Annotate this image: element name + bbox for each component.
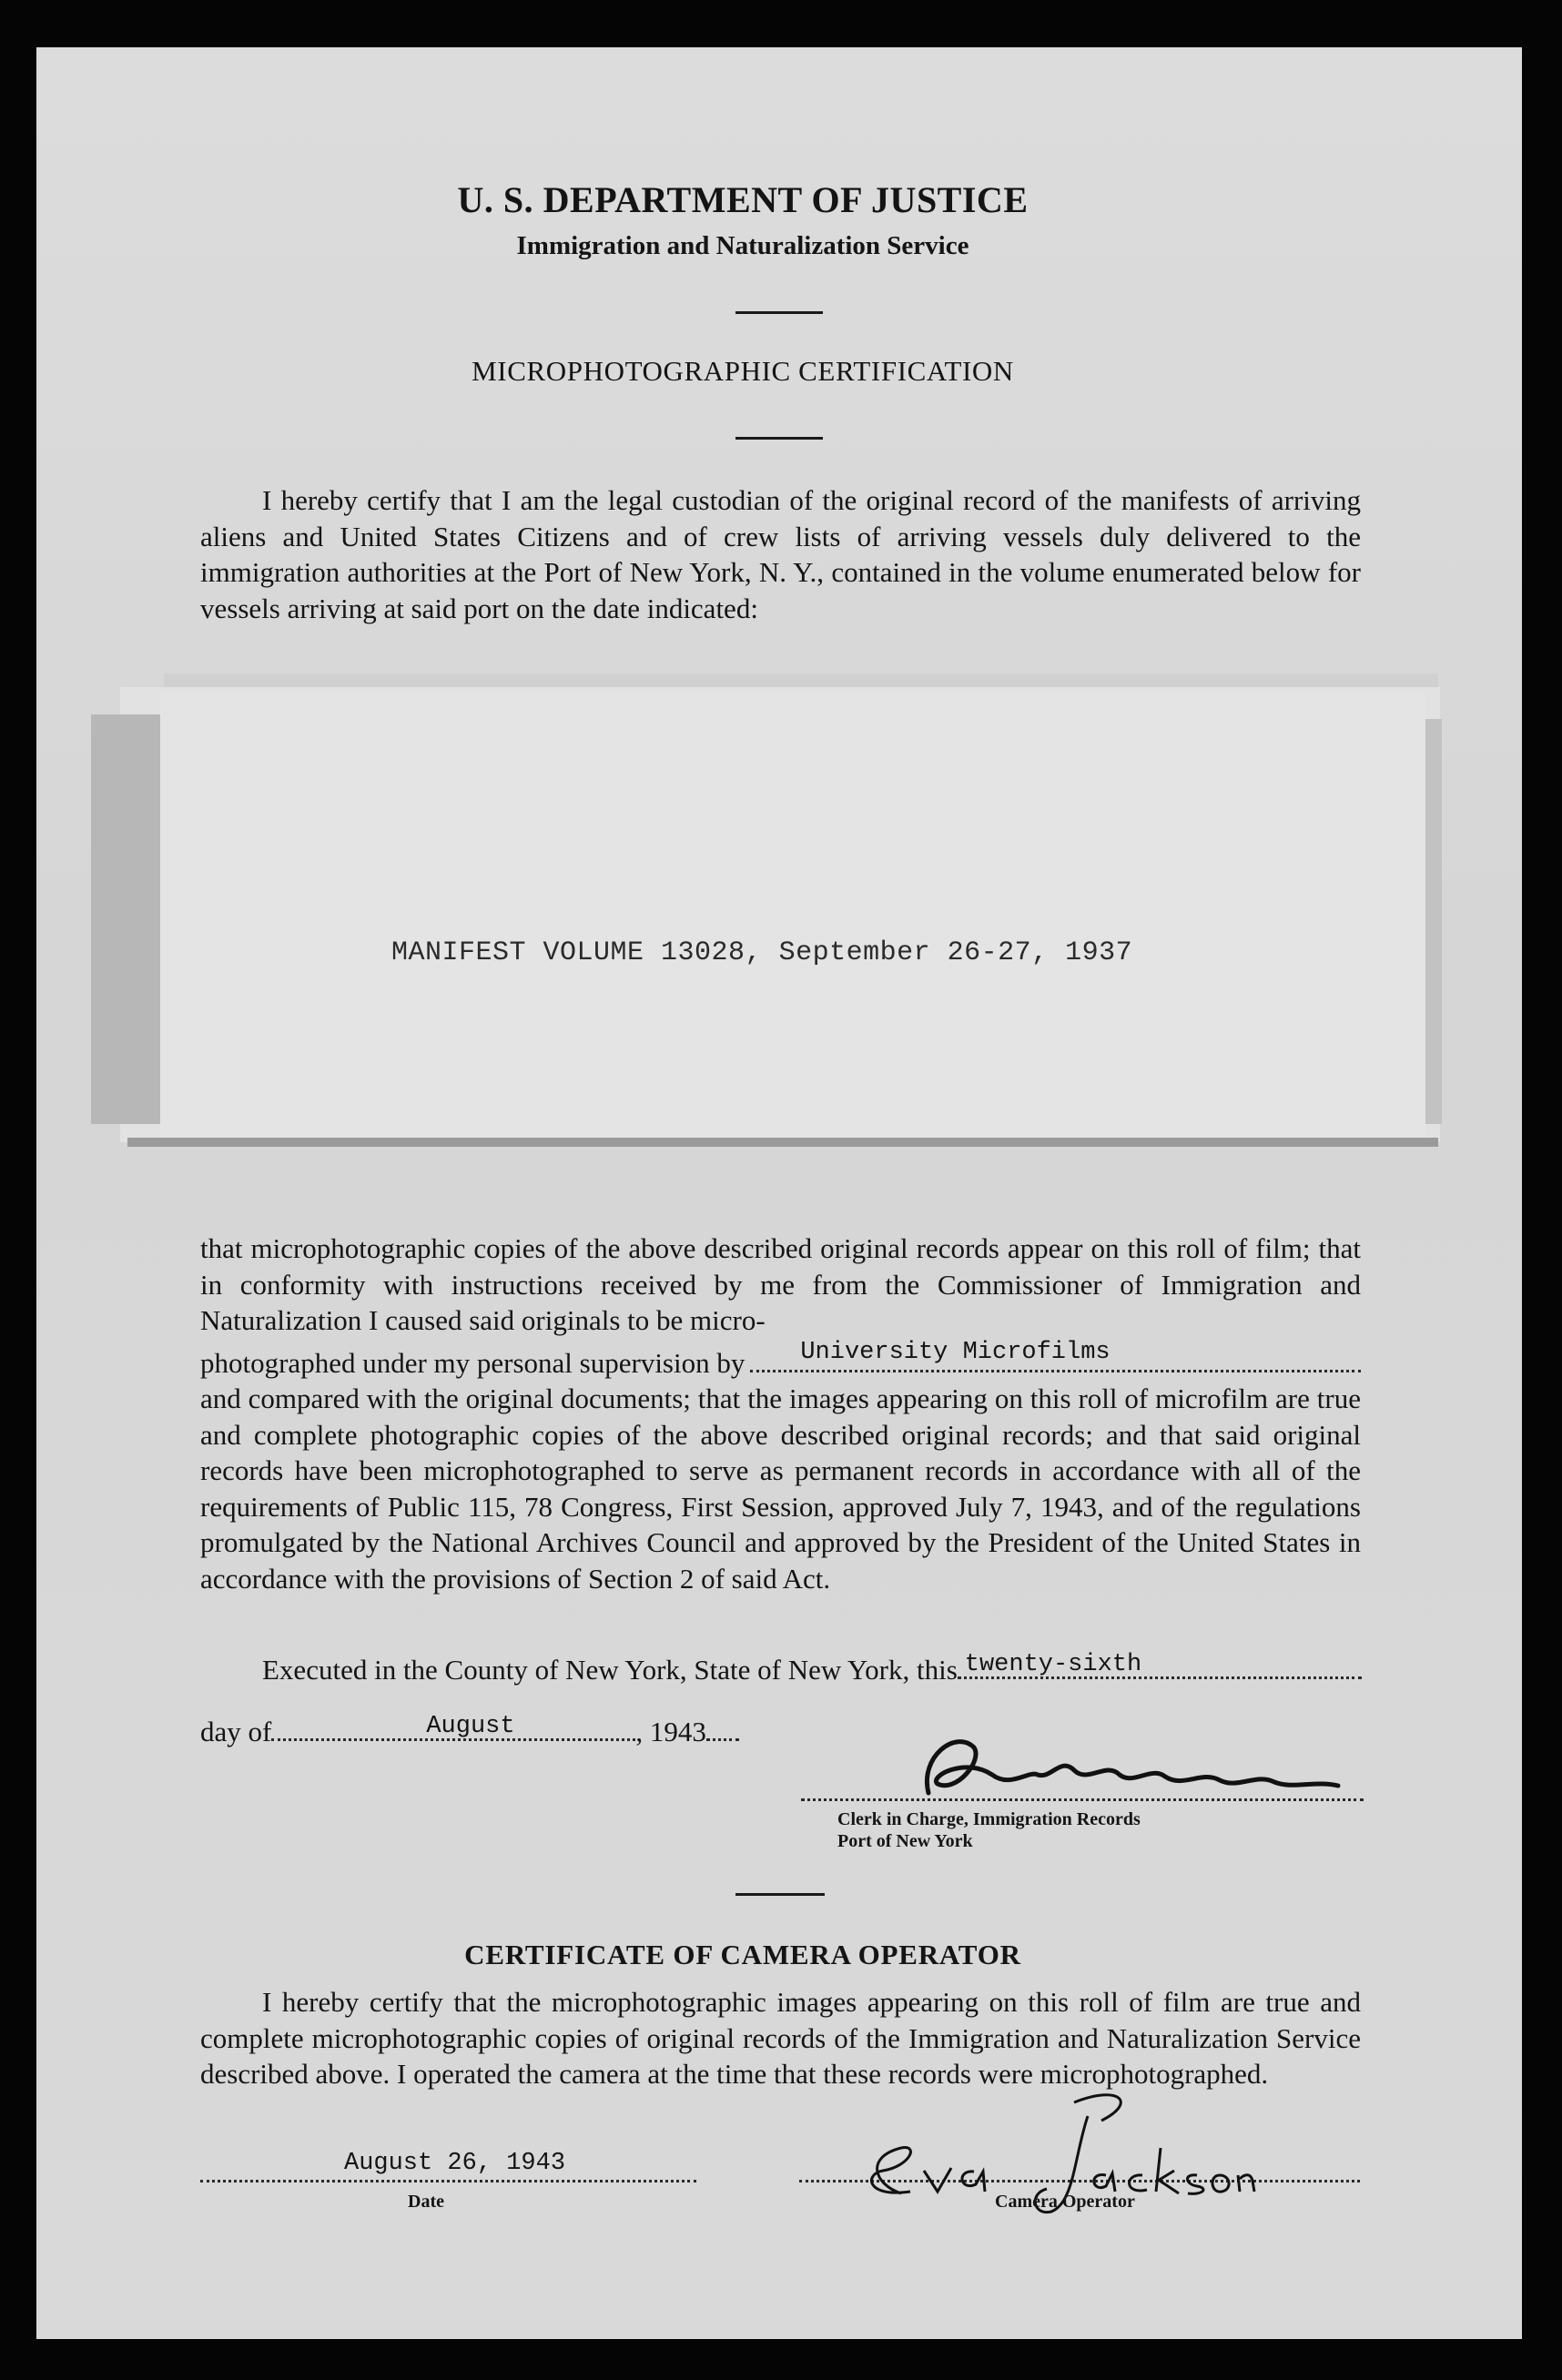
body-text-1: that microphotographic copies of the above described original records appear on this roll of film; that in conformity with instructions received by me from the Commissioner of Immigration and Naturalization I caused said originals to be micro- xyxy=(200,1232,1361,1336)
clerk-title xyxy=(837,1808,1141,1852)
day-field xyxy=(958,1649,1362,1679)
dotted-fill xyxy=(706,1711,739,1741)
clerk-signature xyxy=(901,1720,1356,1811)
supervisor-value: University Microfilms xyxy=(800,1339,1111,1366)
volume-insert-card xyxy=(160,694,1425,1138)
intro-paragraph: I hereby certify that I am the legal custodian of the original record of the manifests of arriving aliens and United States Citizens and of crew lists of arriving vessels duly delivered to the immigration authorities at the Port of New York, N. Y., contained in the volume enumerated below for vessels arriving at said port on the date indicated: xyxy=(200,484,1361,624)
body-paragraph xyxy=(200,1231,1361,1596)
clerk-title-line2: Port of New York xyxy=(837,1831,973,1851)
month-field xyxy=(271,1711,635,1741)
service-subtitle: Immigration and Naturalization Service xyxy=(516,231,969,260)
day-value: twenty-sixth xyxy=(964,1651,1142,1678)
agency-title: U. S. DEPARTMENT OF JUSTICE xyxy=(457,179,1029,220)
execution-line xyxy=(262,1649,1362,1686)
divider xyxy=(735,311,823,314)
insert-edge xyxy=(127,1138,1438,1147)
year-text: , 1943 xyxy=(635,1716,706,1747)
date-line xyxy=(200,2180,696,2183)
execution-text: Executed in the County of New York, State of New York, this xyxy=(262,1654,958,1686)
body-text-2: photographed under my personal supervision by xyxy=(200,1346,746,1379)
date-label: Date xyxy=(408,2192,444,2212)
month-value: August xyxy=(426,1713,515,1740)
form-title: MICROPHOTOGRAPHIC CERTIFICATION xyxy=(472,355,1014,387)
day-of-line xyxy=(200,1711,739,1748)
day-of-label: day of xyxy=(200,1716,272,1747)
camera-section-title: CERTIFICATE OF CAMERA OPERATOR xyxy=(464,1939,1021,1970)
divider xyxy=(735,437,823,440)
body-text-3: and compared with the original documents; that the images appearing on this roll of microfilm are true and complete photographic copies of the above described original records; and that said original records have been microphotographed to serve as permanent records in accordance with all of the requirements of Public 115, 78 Congress, First Session, approved July 7, 1943, and of the regulations promulgated by the National Archives Council and approved by the President of the United States in accordance with the provisions of Section 2 of said Act. xyxy=(200,1382,1361,1595)
insert-shadow xyxy=(91,714,162,1124)
date-value: August 26, 1943 xyxy=(344,2150,566,2177)
manifest-volume-text: MANIFEST VOLUME 13028, September 26-27, 1937 xyxy=(391,937,1133,968)
operator-label: Camera Operator xyxy=(995,2192,1135,2212)
supervisor-field xyxy=(750,1339,1361,1372)
clerk-title-line1: Clerk in Charge, Immigration Records xyxy=(837,1809,1141,1829)
divider xyxy=(735,1893,825,1896)
camera-paragraph: I hereby certify that the microphotographic images appearing on this roll of film are true and complete microphotographic copies of original records of the Immigration and Naturalization Service described above. I operated the camera at the time that these records were microphotographed. xyxy=(200,1986,1361,2090)
